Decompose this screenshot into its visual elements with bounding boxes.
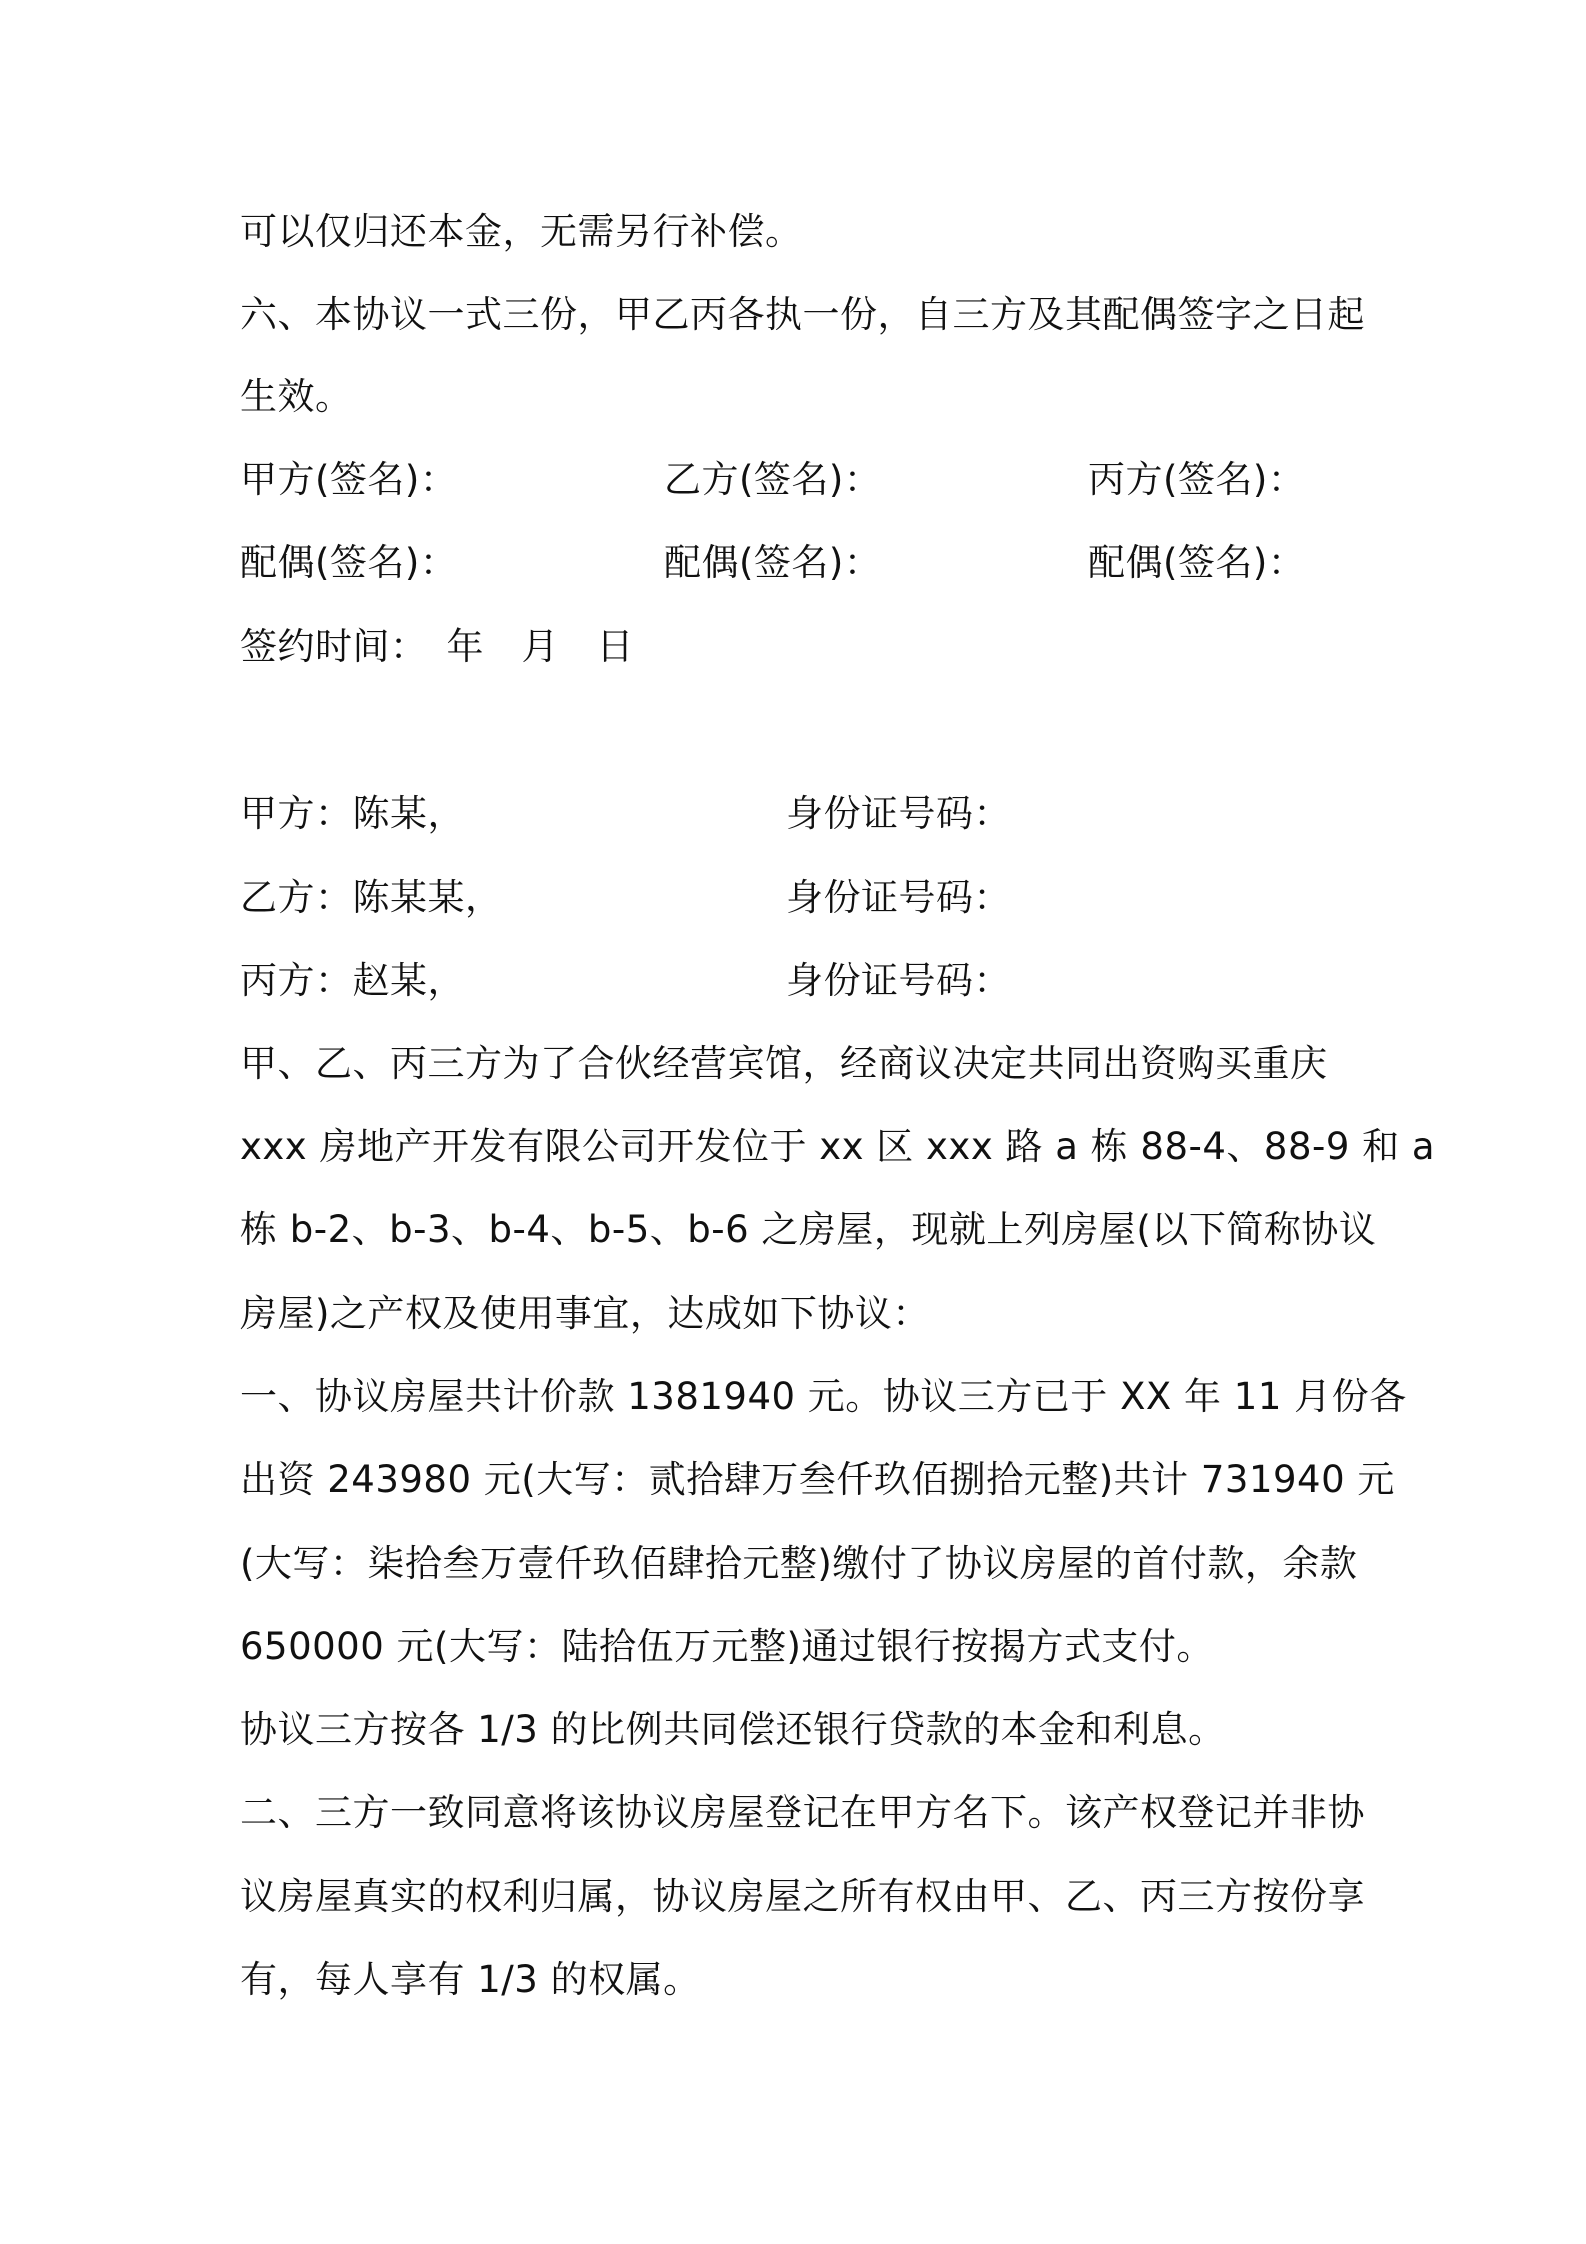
clause-six-line-1: 六、本协议一式三份，甲乙丙各执一份，自三方及其配偶签字之日起 xyxy=(240,293,1365,336)
preamble-line-2: xxx 房地产开发有限公司开发位于 xx 区 xxx 路 a 栋 88-4、88-9 和 a xyxy=(240,1125,1436,1168)
signature-spouse-c: 配偶(签名)： xyxy=(1088,541,1306,584)
clause-one-line-3: (大写：柒拾叁万壹仟玖佰肆拾元整)缴付了协议房屋的首付款，余款 xyxy=(240,1542,1358,1585)
party-a-name: 甲方：陈某， xyxy=(240,792,465,835)
preamble-line-4: 房屋)之产权及使用事宜，达成如下协议： xyxy=(240,1292,930,1335)
signature-spouse-b: 配偶(签名)： xyxy=(664,541,882,584)
continuation-text: 可以仅归还本金，无需另行补偿。 xyxy=(240,210,803,253)
sign-date: 签约时间： 年 月 日 xyxy=(240,625,634,668)
clause-two-line-1: 二、三方一致同意将该协议房屋登记在甲方名下。该产权登记并非协 xyxy=(240,1791,1365,1834)
party-c-id-label: 身份证号码： xyxy=(786,959,1011,1002)
party-b-id-label: 身份证号码： xyxy=(786,876,1011,919)
clause-two-line-3: 有，每人享有 1/3 的权属。 xyxy=(240,1958,701,2001)
clause-one-line-5: 协议三方按各 1/3 的比例共同偿还银行贷款的本金和利息。 xyxy=(240,1708,1226,1751)
party-c-name: 丙方：赵某， xyxy=(240,959,465,1002)
clause-one-line-2: 出资 243980 元(大写：贰拾肆万叁仟玖佰捌拾元整)共计 731940 元 xyxy=(240,1458,1395,1501)
preamble-line-1: 甲、乙、丙三方为了合伙经营宾馆，经商议决定共同出资购买重庆 xyxy=(240,1042,1328,1085)
signature-party-a: 甲方(签名)： xyxy=(240,458,458,501)
clause-two-line-2: 议房屋真实的权利归属，协议房屋之所有权由甲、乙、丙三方按份享 xyxy=(240,1875,1365,1918)
clause-one-line-4: 650000 元(大写：陆拾伍万元整)通过银行按揭方式支付。 xyxy=(240,1625,1214,1668)
preamble-line-3: 栋 b-2、b-3、b-4、b-5、b-6 之房屋，现就上列房屋(以下简称协议 xyxy=(240,1208,1377,1251)
signature-party-c: 丙方(签名)： xyxy=(1088,458,1306,501)
signature-party-b: 乙方(签名)： xyxy=(664,458,882,501)
party-a-id-label: 身份证号码： xyxy=(786,792,1011,835)
clause-six-line-2: 生效。 xyxy=(240,375,353,418)
clause-one-line-1: 一、协议房屋共计价款 1381940 元。协议三方已于 XX 年 11 月份各 xyxy=(240,1375,1407,1418)
party-b-name: 乙方：陈某某， xyxy=(240,876,503,919)
signature-spouse-a: 配偶(签名)： xyxy=(240,541,458,584)
